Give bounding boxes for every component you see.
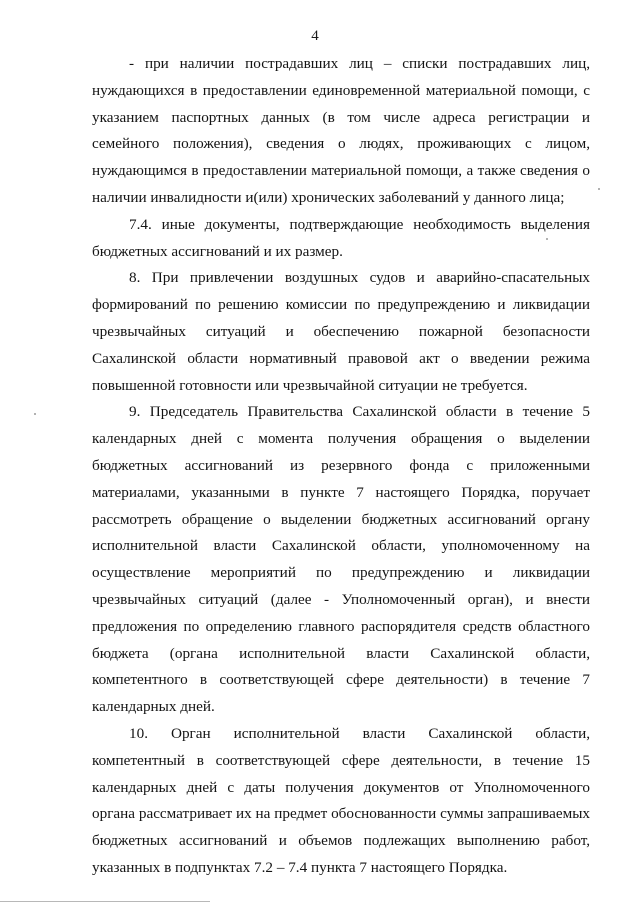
scan-speck xyxy=(34,413,36,415)
scan-edge-line xyxy=(0,901,210,902)
paragraph-7-4: 7.4. иные документы, подтверждающие необходимость выделения бюджетных ассигнований и их размер. xyxy=(92,215,590,260)
scan-speck xyxy=(546,238,548,240)
paragraph-9: 9. Председатель Правительства Сахалинской области в течение 5 календарных дней с момента получения обращения о выделении бюджетных ассигнований из резервного фонда с приложенными материалами, указанными в пункте 7 настоящего Порядка, поручает рассмотреть обращение о выделении бюджетных ассигнований органу исполнительной власти Сахалинской области, уполномоченному на осуществление мероприятий по предупреждению и ликвидации чрезвычайных ситуаций (далее - Уполномоченный орган), и внести предложения по определению главного распорядителя средств областного бюджета (органа исполнительной власти Сахалинской области, компетентного в соответствующей сфере деятельности) в течение 7 календарных дней. xyxy=(92,403,590,716)
paragraph-10: 10. Орган исполнительной власти Сахалинской области, компетентный в соответствующей сфере деятельности, в течение 15 календарных дней с даты получения документов от Уполномоченного органа рассматривает их на предмет обоснованности суммы запрашиваемых бюджетных ассигнований и объемов подлежащих выполнению работ, указанных в подпунктах 7.2 – 7.4 пункта 7 настоящего Порядка. xyxy=(92,724,590,876)
page-number: 4 xyxy=(311,28,319,44)
paragraph-injured-persons-list: - при наличии пострадавших лиц – списки пострадавших лиц, нуждающихся в предоставлении единовременной материальной помощи, с указанием паспортных данных (в том числе адреса регистрации и семейного положения), сведения о людях, проживающих с лицом, нуждающимся в предоставлении материальной помощи, а также сведения о наличии инвалидности и(или) хронических заболеваний у данного лица; xyxy=(92,55,590,206)
paragraph-8: 8. При привлечении воздушных судов и аварийно-спасательных формирований по решению комиссии по предупреждению и ликвидации чрезвычайных ситуаций и обеспечению пожарной безопасности Сахалинской области нормативный правовой акт о введении режима повышенной готовности или чрезвычайной ситуации не требуется. xyxy=(92,269,590,394)
scan-speck xyxy=(598,188,600,190)
document-body xyxy=(92,51,590,882)
